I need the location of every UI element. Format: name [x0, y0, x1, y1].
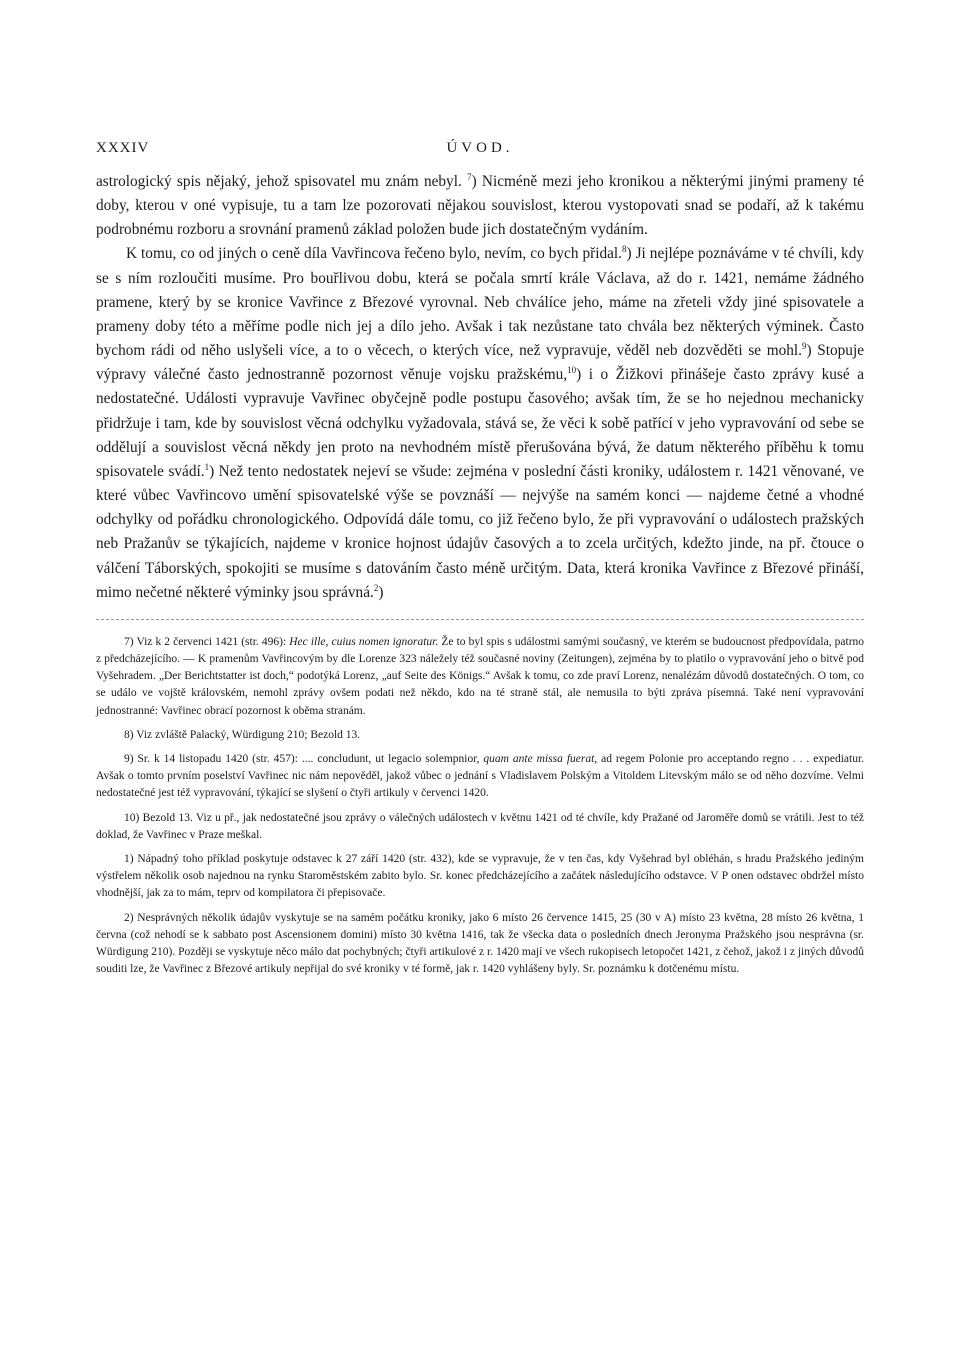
text-run: ) Stopuje výpravy válečné často jednostranně pozornost věnuje vojsku pražskému, [96, 342, 864, 384]
footnote-2: 2) Nesprávných několik údajův vyskytuje se na samém počátku kroniky, jako 6 místo 26 července 1415, 25 (30 v A) místo 23 května, 28 místo 26 května, 1 června (což nehodí se k sabbato post Ascensionem domini) místo 30 května 1416, tak že všecka data o posledních dnech Jeronyma Pražského jsou nesprávna (sr. Würdigung 210). Později se vyskytuje něco málo dat pochybných; čtyři artikulové z r. 1420 mají ve všech rukopisech letopočet 1421, z čehož, jakož i z jiných důvodů souditi lze, že Vavřinec z Březové artikuly nepřijal do své kroniky v té formě, jak r. 1420 vyhlášeny byly. Sr. poznámku k dotčenému místu. [96, 911, 864, 976]
note-text: 9) Sr. k 14 listopadu 1420 (str. 457): .... concludunt, ut legacio solempnior, [124, 753, 480, 766]
page-header [96, 140, 864, 170]
page-number: XXXIV [96, 140, 150, 156]
footnote-8: 8) Viz zvláště Palacký, Würdigung 210; Bezold 13. [124, 728, 361, 741]
footnote-ref: 9 [802, 341, 807, 351]
paragraph-1 [96, 170, 864, 242]
note-quote: quam ante missa fuerat, [483, 753, 598, 766]
footnote-separator [96, 619, 864, 620]
note-quote: Hec ille, cuius nomen ignoratur. [289, 635, 439, 648]
footnote-10: 10) Bezold 13. Viz u př., jak nedostatečné jsou zprávy o válečných událostech v květnu 1421 od té chvíle, kdy Pražané od Jaroměře domů se vrátili. Jest to též doklad, že Vavřinec v Praze meškal. [96, 811, 864, 841]
footnotes [96, 634, 864, 979]
footnote-9 [96, 751, 864, 803]
text-run: astrologický spis nějaký, jehož spisovatel mu znám nebyl. [96, 173, 462, 190]
footnote-ref: 1 [204, 461, 210, 472]
footnote-ref: 2 [373, 582, 379, 593]
text-run: K tomu, co od jiných o ceně díla Vavřincova řečeno bylo, nevím, co bych přidal. [126, 245, 622, 263]
footnote-ref: 10 [567, 365, 577, 376]
book-page [96, 140, 864, 985]
footnote-ref: 8 [621, 244, 627, 255]
text-run: ) i o Žižkovi přinášeje často zprávy kusé a nedostatečné. Události vypravuje Vavřinec obyčejně podle postupu časového; avšak tím, že se ho nejednou mechanicky přidržuje i tam, kde by souvislost věcná odchylku vyžadovala, stává se, že věci k sobě patřící v jeho vypravování od sebe se oddělují a souvislost věcná někdy jen proto na nevhodném místě přerušována bývá, že datum některého příběhu k tomu spisovatele svádí. [96, 366, 864, 480]
main-text [96, 170, 864, 605]
text-run: ) [378, 583, 384, 601]
text-run: ) Nicméně mezi jeho kronikou a některými jinými prameny té doby, kterou v oné vypisuje, tu a tam lze pozorovati nějakou souvislost, kterou vystopovati snad se podaří, až k takému podrobnému rozboru a srovnání pramenů základ položen bude jich dostatečným vydáním. [96, 173, 864, 239]
note-text: Že to byl spis s událostmi samými současný, ve kterém se budoucnost předpovídala, patrno z předcházejícího. — K pramenům Vavřincovým by dle Lorenze 323 náležely též současné noviny (Zeitungen), zejména by to platilo o vypravování jeho o bitvě pod Vyšehradem. „Der Berichtstatter ist doch,“ podotýká Lorenz, „auf Seite des Königs.“ Avšak k tomu, co zde praví Lorenz, nenalézám důvodů dostatečných. O tom, co se událo ve vojště královském, nemohl zprávy ovšem podati než někdo, kdo na té straně stál, ale nemusila to býti zpráva písemná. Také není vypravování jednostranné: Vavřinec obrací pozornost k oběma stranám. [96, 635, 865, 717]
footnote-7 [96, 634, 864, 720]
footnote-ref: 7 [467, 171, 472, 182]
footnote-1: 1) Nápadný toho příklad poskytuje odstavec k 27 září 1420 (str. 432), kde se vypravuje, že v ten čas, kdy Vyšehrad byl obléhán, s hradu Pražského jediným výstřelem několik osob najednou na rynku Staroměstském zabito bylo. Sr. konec předcházejícího a začátek následujícího odstavce. V P onen odstavec obdržel místo vhodnější, jak za to mám, teprv od kompilatora či přepisovače. [96, 853, 864, 900]
text-run: ) Než tento nedostatek nejeví se všude: zejména v poslední části kroniky, událostem r. 1421 věnované, ve které vůbec Vavřincovo umění spisovatelské výše se povznáší — nejvýše na samém konci — najdeme četné a vhodné odchylky od pořádku chronologického. Odpovídá dále tomu, co již řečeno bylo, že při vypravování o událostech pražských neb Pražanův se týkajících, najdeme v kronice hojnost údajův časových a to zcela určitých, kdežto jinde, na př. čtouce o válčení Táborských, spokojiti se musíme s datováním často méně určitým. Data, která kronika Vavřince z Březové přináší, mimo nečetné některé výminky jsou správná. [96, 462, 864, 601]
note-text: 7) Viz k 2 červenci 1421 (str. 496): [124, 635, 287, 648]
running-head: ÚVOD. [446, 140, 514, 156]
text-run: ) Ji nejlépe poznáváme v té chvíli, kdy se s ním rozloučiti musíme. Pro bouřlivou dobu, která se počala smrtí krále Václava, až do r. 1421, nemáme žádného pramene, který by se kronice Vavřince z Březové vyrovnal. Neb chválíce jeho, máme na zřeteli vždy jiné spisovatele a prameny doby této a měříme podle nich jej a dílo jeho. Avšak i tak nezůstane tato chvála bez některých výminek. Často bychom rádi od něho uslyšeli více, a to o věcech, o kterých více, než vypravuje, věděl neb dozvěděti se mohl. [96, 245, 864, 360]
note-text: ad regem Polonie pro acceptando regno . . . expediatur. Avšak o tomto prvním poselství Vavřinec nic nám nepověděl, jakož vůbec o jednání s Vladislavem Polským a Vitoldem Litevským málo se od něho dozvíme. Velmi nedostatečné jest též vypravování, týkající se slyšení o čtyři artikuly v červenci 1420. [96, 753, 865, 800]
paragraph-2 [96, 242, 864, 604]
